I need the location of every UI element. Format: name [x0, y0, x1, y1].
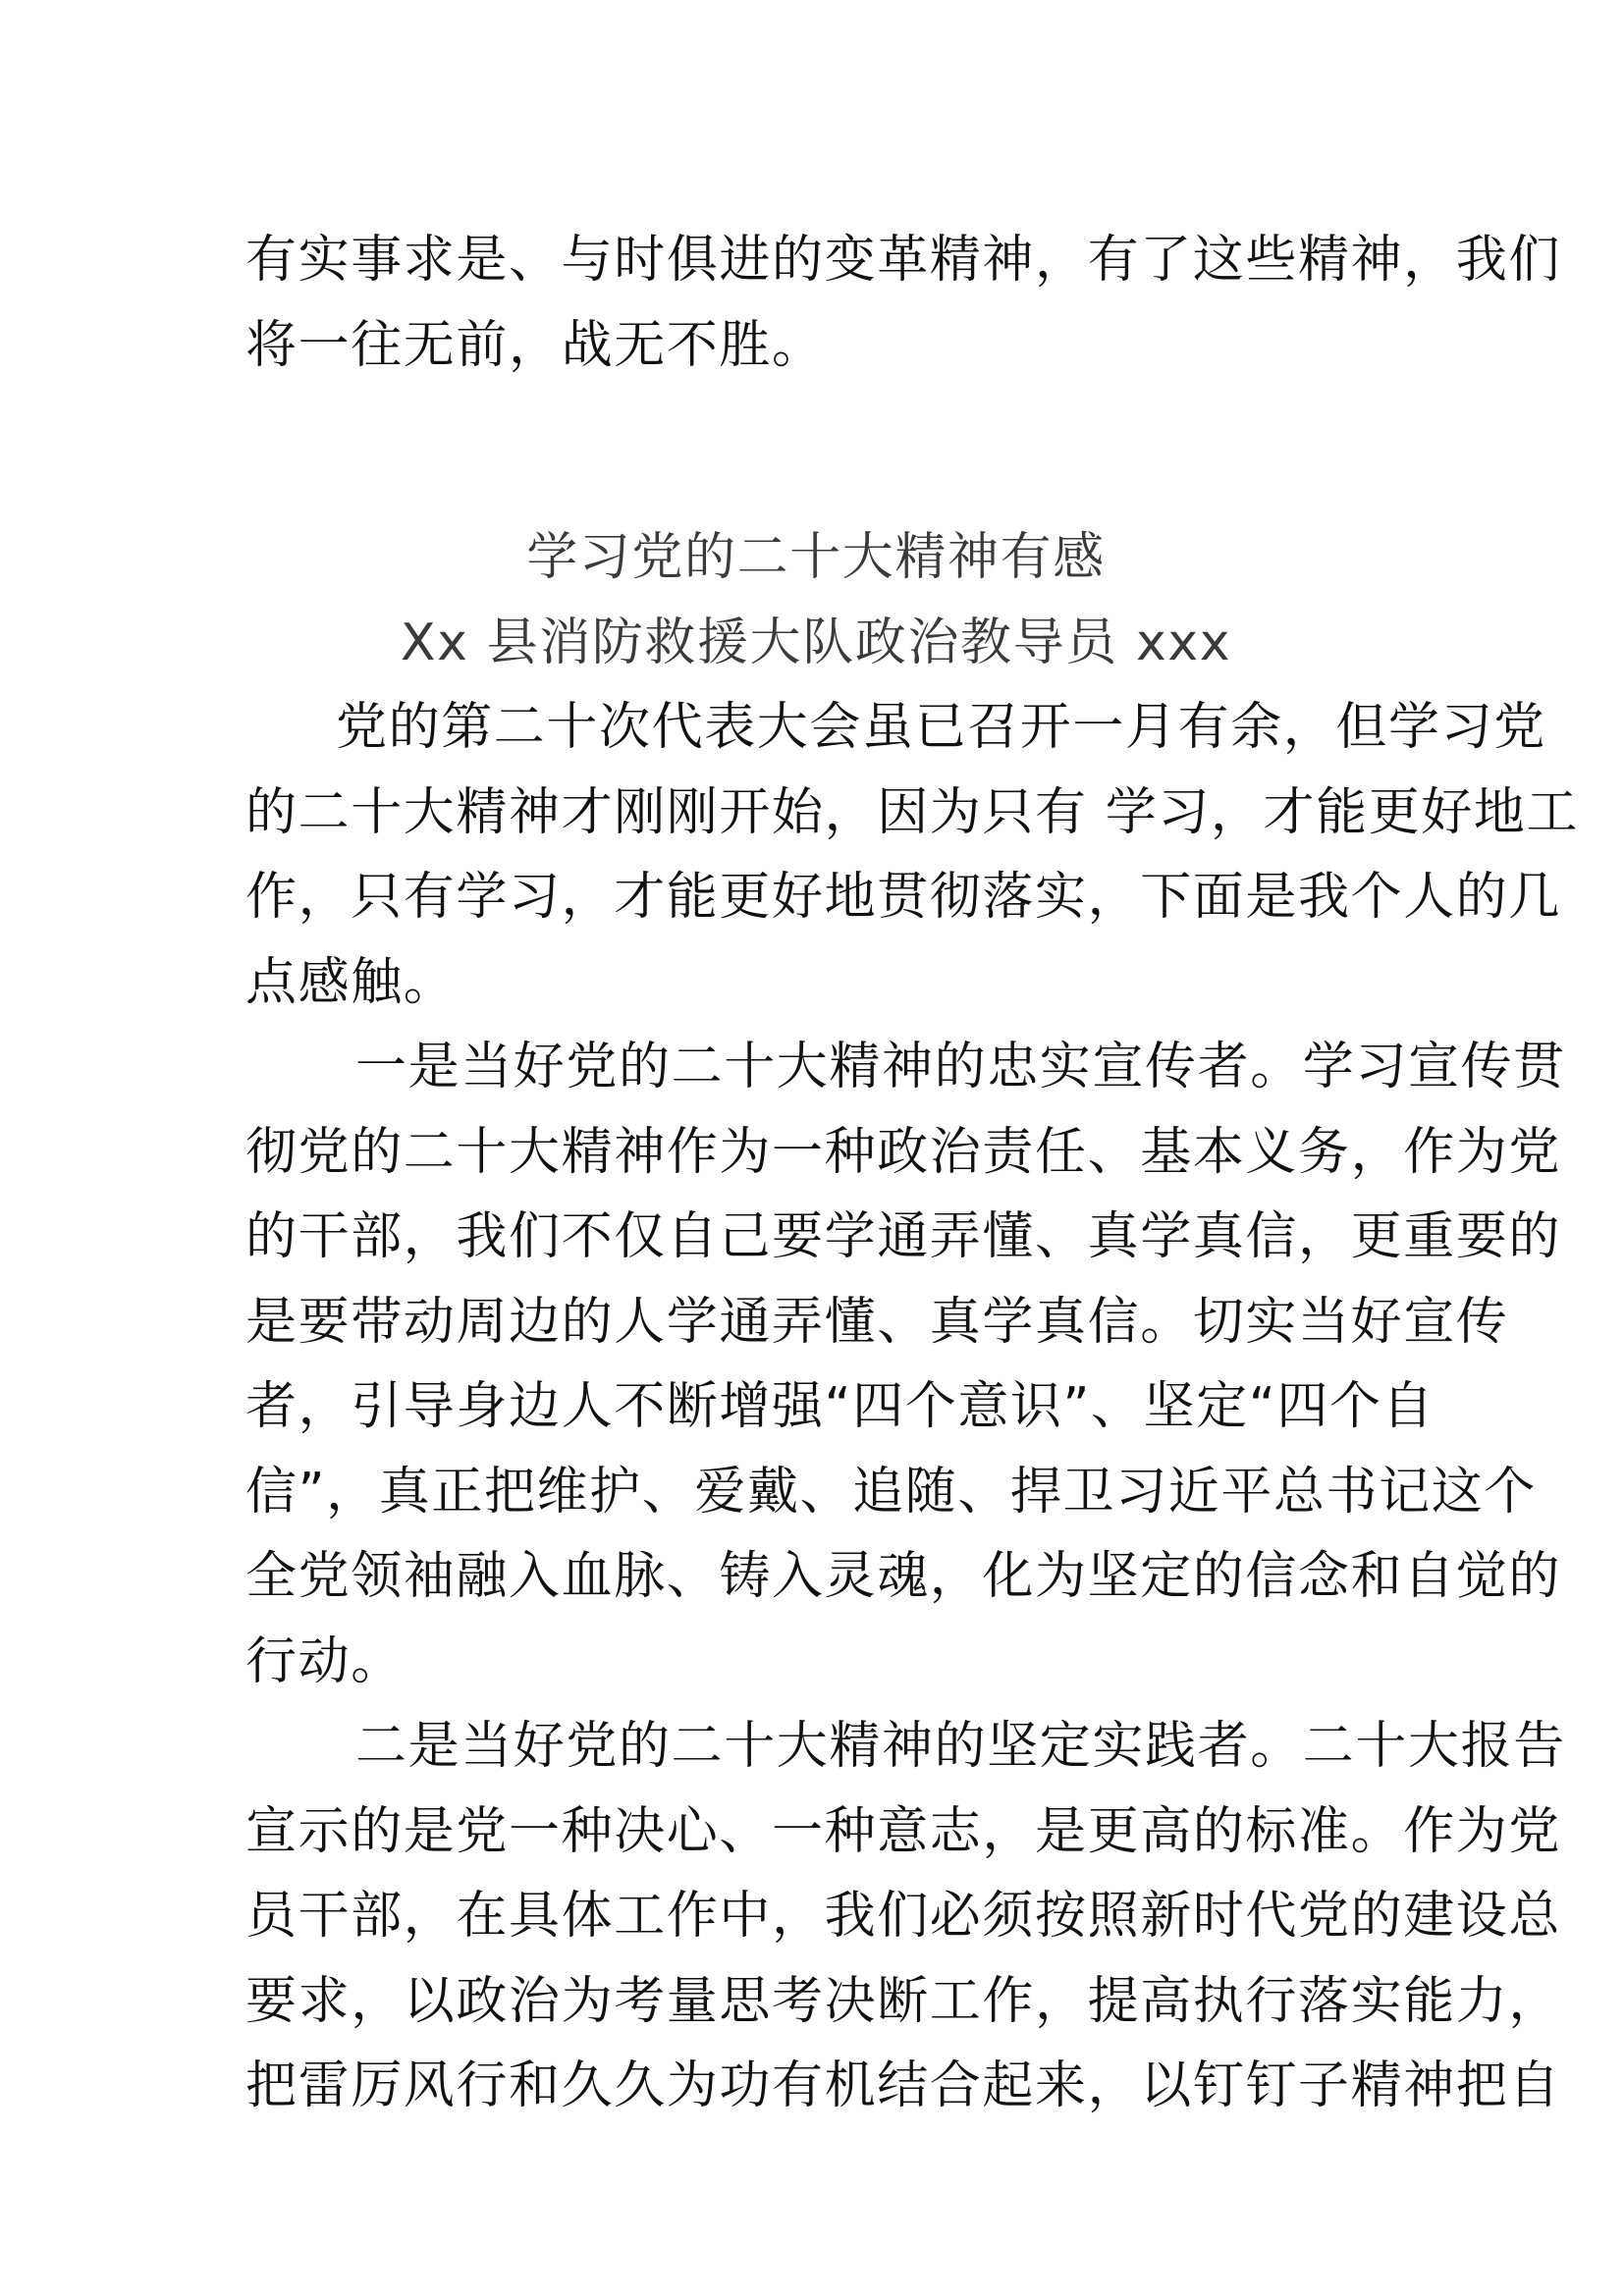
text-line: 员干部，在具体工作中，我们必须按照新时代党的建设总	[245, 1887, 1562, 1946]
text-line: 点感触。	[245, 952, 457, 1012]
article-title: 学习党的二十大精神有感	[526, 528, 1106, 587]
paragraph-intro	[245, 685, 1580, 1025]
paragraph-point-two	[245, 1704, 1566, 2129]
text-line: 把雷厉风行和久久为功有机结合起来，以钉钉子精神把自	[245, 2056, 1562, 2115]
text-line: 的干部，我们不仅自己要学通弄懂、真学真信，更重要的	[245, 1207, 1562, 1266]
text-line: 是要带动周边的人学通弄懂、真学真信。切实当好宣传	[245, 1292, 1509, 1352]
section-gap	[245, 388, 1386, 515]
text-line: 一是当好党的二十大精神的忠实宣传者。学习宣传贯	[355, 1038, 1566, 1096]
document-page	[245, 218, 1580, 2129]
text-line: 彻党的二十大精神作为一种政治责任、基本义务，作为党	[245, 1122, 1562, 1182]
text-line: 信”，真正把维护、爱戴、追随、捍卫习近平总书记这个	[245, 1462, 1537, 1522]
text-line: 宣示的是党一种决心、一种意志，是更高的标准。作为党	[245, 1801, 1562, 1861]
text-line: 者，引导身边人不断增强“四个意识”、坚定“四个自	[245, 1377, 1435, 1436]
article-byline: Xx 县消防救援大队政治教导员 xxx	[400, 613, 1232, 672]
text-line: 二是当好党的二十大精神的坚定实践者。二十大报告	[355, 1717, 1566, 1776]
text-line: 作，只有学习，才能更好地贯彻落实，下面是我个人的几	[245, 868, 1562, 927]
text-line: 全党领袖融入血脉、铸入灵魂，化为坚定的信念和自觉的	[245, 1547, 1562, 1606]
text-line: 的二十大精神才刚刚开始，因为只有 学习，才能更好地工	[245, 782, 1580, 842]
text-line: 党的第二十次代表大会虽已召开一月有余，但学习党	[336, 698, 1546, 757]
text-line: 有实事求是、与时俱进的变革精神，有了这些精神，我们	[245, 231, 1562, 290]
text-line: 将一往无前，战无不胜。	[245, 315, 825, 375]
carryover-paragraph	[245, 218, 1562, 388]
paragraph-point-one	[245, 1025, 1566, 1704]
text-line: 要求，以政治为考量思考决断工作，提高执行落实能力，	[245, 1971, 1562, 2031]
text-line: 行动。	[245, 1631, 404, 1691]
